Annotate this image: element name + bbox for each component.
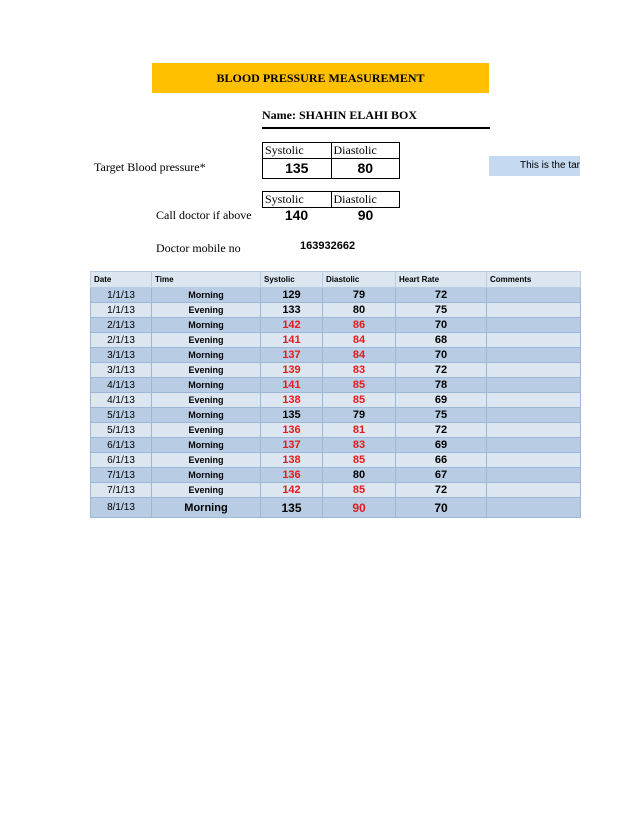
cell-systolic: 142 bbox=[261, 318, 323, 333]
table-row bbox=[91, 468, 581, 483]
cell-diastolic: 83 bbox=[323, 438, 396, 453]
cell-diastolic: 84 bbox=[323, 348, 396, 363]
cell-time: Morning bbox=[152, 318, 261, 333]
cell-date: 6/1/13 bbox=[91, 453, 152, 468]
cell-heart-rate: 75 bbox=[396, 408, 487, 423]
cell-systolic: 135 bbox=[261, 408, 323, 423]
cell-date: 2/1/13 bbox=[91, 333, 152, 348]
cell-date: 1/1/13 bbox=[91, 288, 152, 303]
table-row bbox=[91, 498, 581, 518]
cell-heart-rate: 78 bbox=[396, 378, 487, 393]
cell-systolic: 138 bbox=[261, 453, 323, 468]
cell-diastolic: 84 bbox=[323, 333, 396, 348]
cell-date: 2/1/13 bbox=[91, 318, 152, 333]
cell-date: 7/1/13 bbox=[91, 483, 152, 498]
table-row bbox=[91, 423, 581, 438]
cell-heart-rate: 67 bbox=[396, 468, 487, 483]
measurement-table bbox=[90, 271, 581, 518]
cell-systolic: 141 bbox=[261, 378, 323, 393]
cell-diastolic: 80 bbox=[323, 468, 396, 483]
table-row bbox=[91, 288, 581, 303]
target-note bbox=[489, 156, 580, 176]
cell-systolic: 138 bbox=[261, 393, 323, 408]
cell-comments[interactable] bbox=[487, 288, 581, 303]
cell-time: Morning bbox=[152, 468, 261, 483]
call-doctor-label: Call doctor if above bbox=[156, 208, 252, 222]
table-row bbox=[91, 438, 581, 453]
cell-systolic: 141 bbox=[261, 333, 323, 348]
cell-diastolic: 90 bbox=[323, 498, 396, 518]
cell-comments[interactable] bbox=[487, 348, 581, 363]
table-row bbox=[91, 303, 581, 318]
cell-date: 1/1/13 bbox=[91, 303, 152, 318]
cell-comments[interactable] bbox=[487, 378, 581, 393]
target-bp-box bbox=[262, 142, 400, 179]
cell-systolic: 136 bbox=[261, 468, 323, 483]
cell-time: Evening bbox=[152, 363, 261, 378]
cell-heart-rate: 72 bbox=[396, 288, 487, 303]
table-row bbox=[91, 333, 581, 348]
patient-name-text: Name: SHAHIN ELAHI BOX bbox=[262, 108, 418, 122]
cell-diastolic: 79 bbox=[323, 288, 396, 303]
cell-systolic: 137 bbox=[261, 438, 323, 453]
target-diastolic-header: Diastolic bbox=[331, 143, 400, 158]
page-title bbox=[152, 63, 489, 93]
cell-systolic: 135 bbox=[261, 498, 323, 518]
cell-heart-rate: 66 bbox=[396, 453, 487, 468]
target-bp-label: Target Blood pressure* bbox=[94, 160, 206, 174]
cell-comments[interactable] bbox=[487, 483, 581, 498]
cell-comments[interactable] bbox=[487, 498, 581, 518]
cell-diastolic: 79 bbox=[323, 408, 396, 423]
doctor-mobile-label: Doctor mobile no bbox=[156, 241, 241, 255]
cell-date: 5/1/13 bbox=[91, 423, 152, 438]
cell-heart-rate: 72 bbox=[396, 423, 487, 438]
cell-comments[interactable] bbox=[487, 468, 581, 483]
cell-heart-rate: 72 bbox=[396, 483, 487, 498]
cell-comments[interactable] bbox=[487, 408, 581, 423]
target-diastolic-value: 80 bbox=[331, 159, 400, 178]
cell-systolic: 139 bbox=[261, 363, 323, 378]
call-doctor-systolic-value: 140 bbox=[284, 207, 309, 223]
column-header-systolic: Systolic bbox=[261, 272, 323, 288]
column-header-heart-rate: Heart Rate bbox=[396, 272, 487, 288]
cell-systolic: 142 bbox=[261, 483, 323, 498]
cell-time: Morning bbox=[152, 498, 261, 518]
patient-name bbox=[262, 108, 490, 129]
call-doctor-systolic-header: Systolic bbox=[265, 192, 304, 206]
cell-time: Evening bbox=[152, 333, 261, 348]
cell-heart-rate: 70 bbox=[396, 348, 487, 363]
cell-heart-rate: 70 bbox=[396, 498, 487, 518]
cell-time: Morning bbox=[152, 408, 261, 423]
table-row bbox=[91, 348, 581, 363]
cell-date: 3/1/13 bbox=[91, 348, 152, 363]
cell-systolic: 136 bbox=[261, 423, 323, 438]
cell-comments[interactable] bbox=[487, 393, 581, 408]
column-header-comments: Comments bbox=[487, 272, 581, 288]
cell-diastolic: 85 bbox=[323, 453, 396, 468]
cell-comments[interactable] bbox=[487, 423, 581, 438]
doctor-mobile-value: 163932662 bbox=[300, 240, 356, 252]
cell-heart-rate: 69 bbox=[396, 438, 487, 453]
column-header-date: Date bbox=[91, 272, 152, 288]
table-row bbox=[91, 483, 581, 498]
call-doctor-values bbox=[262, 206, 400, 224]
table-row bbox=[91, 408, 581, 423]
cell-time: Morning bbox=[152, 288, 261, 303]
cell-date: 4/1/13 bbox=[91, 393, 152, 408]
cell-comments[interactable] bbox=[487, 453, 581, 468]
cell-heart-rate: 69 bbox=[396, 393, 487, 408]
cell-diastolic: 85 bbox=[323, 483, 396, 498]
cell-time: Morning bbox=[152, 438, 261, 453]
table-row bbox=[91, 318, 581, 333]
cell-diastolic: 83 bbox=[323, 363, 396, 378]
cell-diastolic: 86 bbox=[323, 318, 396, 333]
cell-diastolic: 85 bbox=[323, 378, 396, 393]
cell-comments[interactable] bbox=[487, 318, 581, 333]
cell-diastolic: 80 bbox=[323, 303, 396, 318]
cell-time: Evening bbox=[152, 393, 261, 408]
cell-systolic: 133 bbox=[261, 303, 323, 318]
table-row bbox=[91, 393, 581, 408]
cell-date: 4/1/13 bbox=[91, 378, 152, 393]
table-body bbox=[91, 288, 581, 518]
cell-date: 5/1/13 bbox=[91, 408, 152, 423]
cell-time: Evening bbox=[152, 423, 261, 438]
target-systolic-value: 135 bbox=[285, 160, 309, 176]
column-header-time: Time bbox=[152, 272, 261, 288]
cell-date: 6/1/13 bbox=[91, 438, 152, 453]
cell-heart-rate: 68 bbox=[396, 333, 487, 348]
cell-time: Evening bbox=[152, 303, 261, 318]
table-row bbox=[91, 378, 581, 393]
cell-diastolic: 85 bbox=[323, 393, 396, 408]
call-doctor-diastolic-header: Diastolic bbox=[331, 192, 400, 207]
cell-date: 8/1/13 bbox=[91, 498, 152, 518]
cell-time: Evening bbox=[152, 483, 261, 498]
cell-time: Morning bbox=[152, 378, 261, 393]
cell-diastolic: 81 bbox=[323, 423, 396, 438]
cell-heart-rate: 75 bbox=[396, 303, 487, 318]
cell-comments[interactable] bbox=[487, 363, 581, 378]
cell-heart-rate: 70 bbox=[396, 318, 487, 333]
target-systolic-header: Systolic bbox=[265, 143, 304, 157]
cell-systolic: 137 bbox=[261, 348, 323, 363]
cell-comments[interactable] bbox=[487, 333, 581, 348]
cell-comments[interactable] bbox=[487, 303, 581, 318]
column-header-diastolic: Diastolic bbox=[323, 272, 396, 288]
table-header-row bbox=[91, 272, 581, 288]
call-doctor-diastolic-value: 90 bbox=[357, 207, 374, 223]
target-note-text: This is the tar bbox=[519, 160, 580, 171]
cell-systolic: 129 bbox=[261, 288, 323, 303]
cell-comments[interactable] bbox=[487, 438, 581, 453]
page-title-text: BLOOD PRESSURE MEASUREMENT bbox=[216, 70, 425, 85]
cell-time: Evening bbox=[152, 453, 261, 468]
cell-heart-rate: 72 bbox=[396, 363, 487, 378]
cell-time: Morning bbox=[152, 348, 261, 363]
cell-date: 3/1/13 bbox=[91, 363, 152, 378]
cell-date: 7/1/13 bbox=[91, 468, 152, 483]
table-row bbox=[91, 363, 581, 378]
table-row bbox=[91, 453, 581, 468]
